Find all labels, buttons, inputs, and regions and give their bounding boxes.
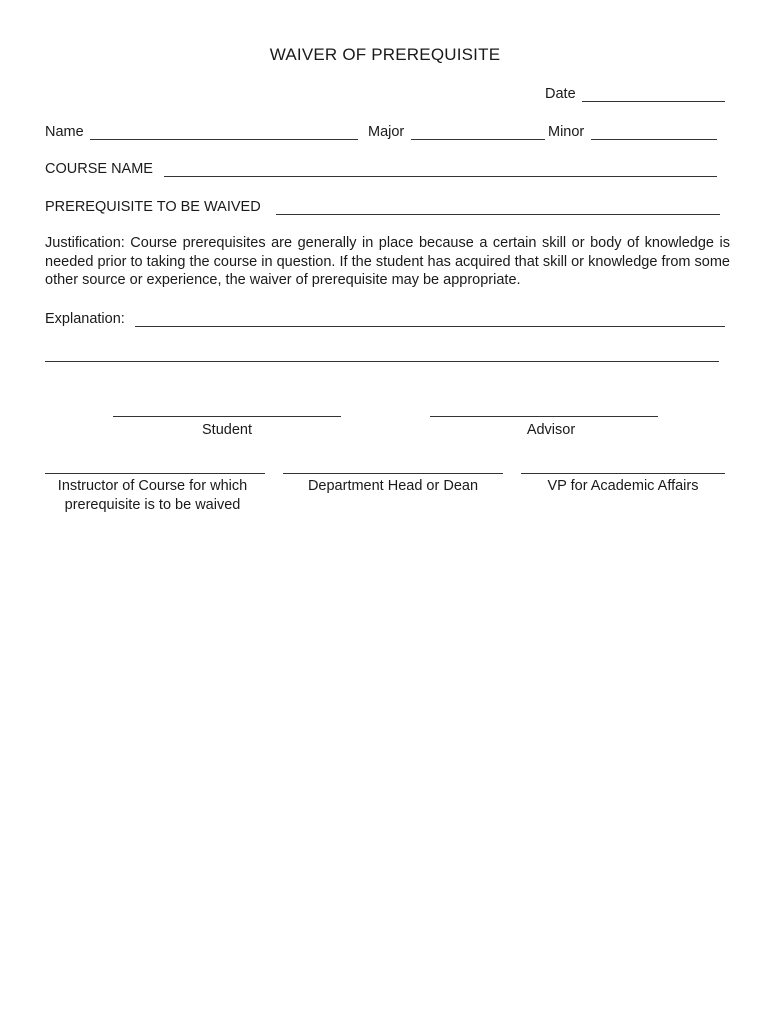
advisor-signature-label: Advisor <box>526 422 576 438</box>
explanation-field-line-2[interactable] <box>45 361 719 362</box>
name-field[interactable] <box>90 139 358 140</box>
name-label: Name <box>45 124 84 140</box>
minor-field[interactable] <box>591 139 717 140</box>
department-head-signature-line[interactable] <box>283 473 503 474</box>
student-signature-label: Student <box>202 422 252 438</box>
explanation-field-line-1[interactable] <box>135 326 725 327</box>
minor-label: Minor <box>548 124 585 140</box>
form-title: WAIVER OF PREREQUISITE <box>269 45 501 64</box>
instructor-signature-line[interactable] <box>45 473 265 474</box>
vp-signature-line[interactable] <box>521 473 725 474</box>
vp-signature-label: VP for Academic Affairs <box>547 478 699 494</box>
student-signature-line[interactable] <box>113 416 341 417</box>
explanation-label: Explanation: <box>45 311 125 327</box>
date-label: Date <box>545 86 576 102</box>
advisor-signature-line[interactable] <box>430 416 658 417</box>
major-field[interactable] <box>411 139 545 140</box>
justification-text: Justification: Course prerequisites are generally in place because a certain skill or body of knowledge is needed prior to taking the course in question. If the student has acquired that skill or knowledge from some other source or experience, the waiver of prerequisite may be appropriate. <box>45 235 730 288</box>
prerequisite-label: PREREQUISITE TO BE WAIVED <box>45 199 261 215</box>
course-name-field[interactable] <box>164 176 717 177</box>
prerequisite-field[interactable] <box>276 214 720 215</box>
course-name-label: COURSE NAME <box>45 161 153 177</box>
major-label: Major <box>368 124 405 140</box>
department-head-signature-label: Department Head or Dean <box>307 478 479 494</box>
instructor-signature-label: Instructor of Course for which prerequisite is to be waived <box>57 478 248 513</box>
date-field[interactable] <box>582 101 725 102</box>
